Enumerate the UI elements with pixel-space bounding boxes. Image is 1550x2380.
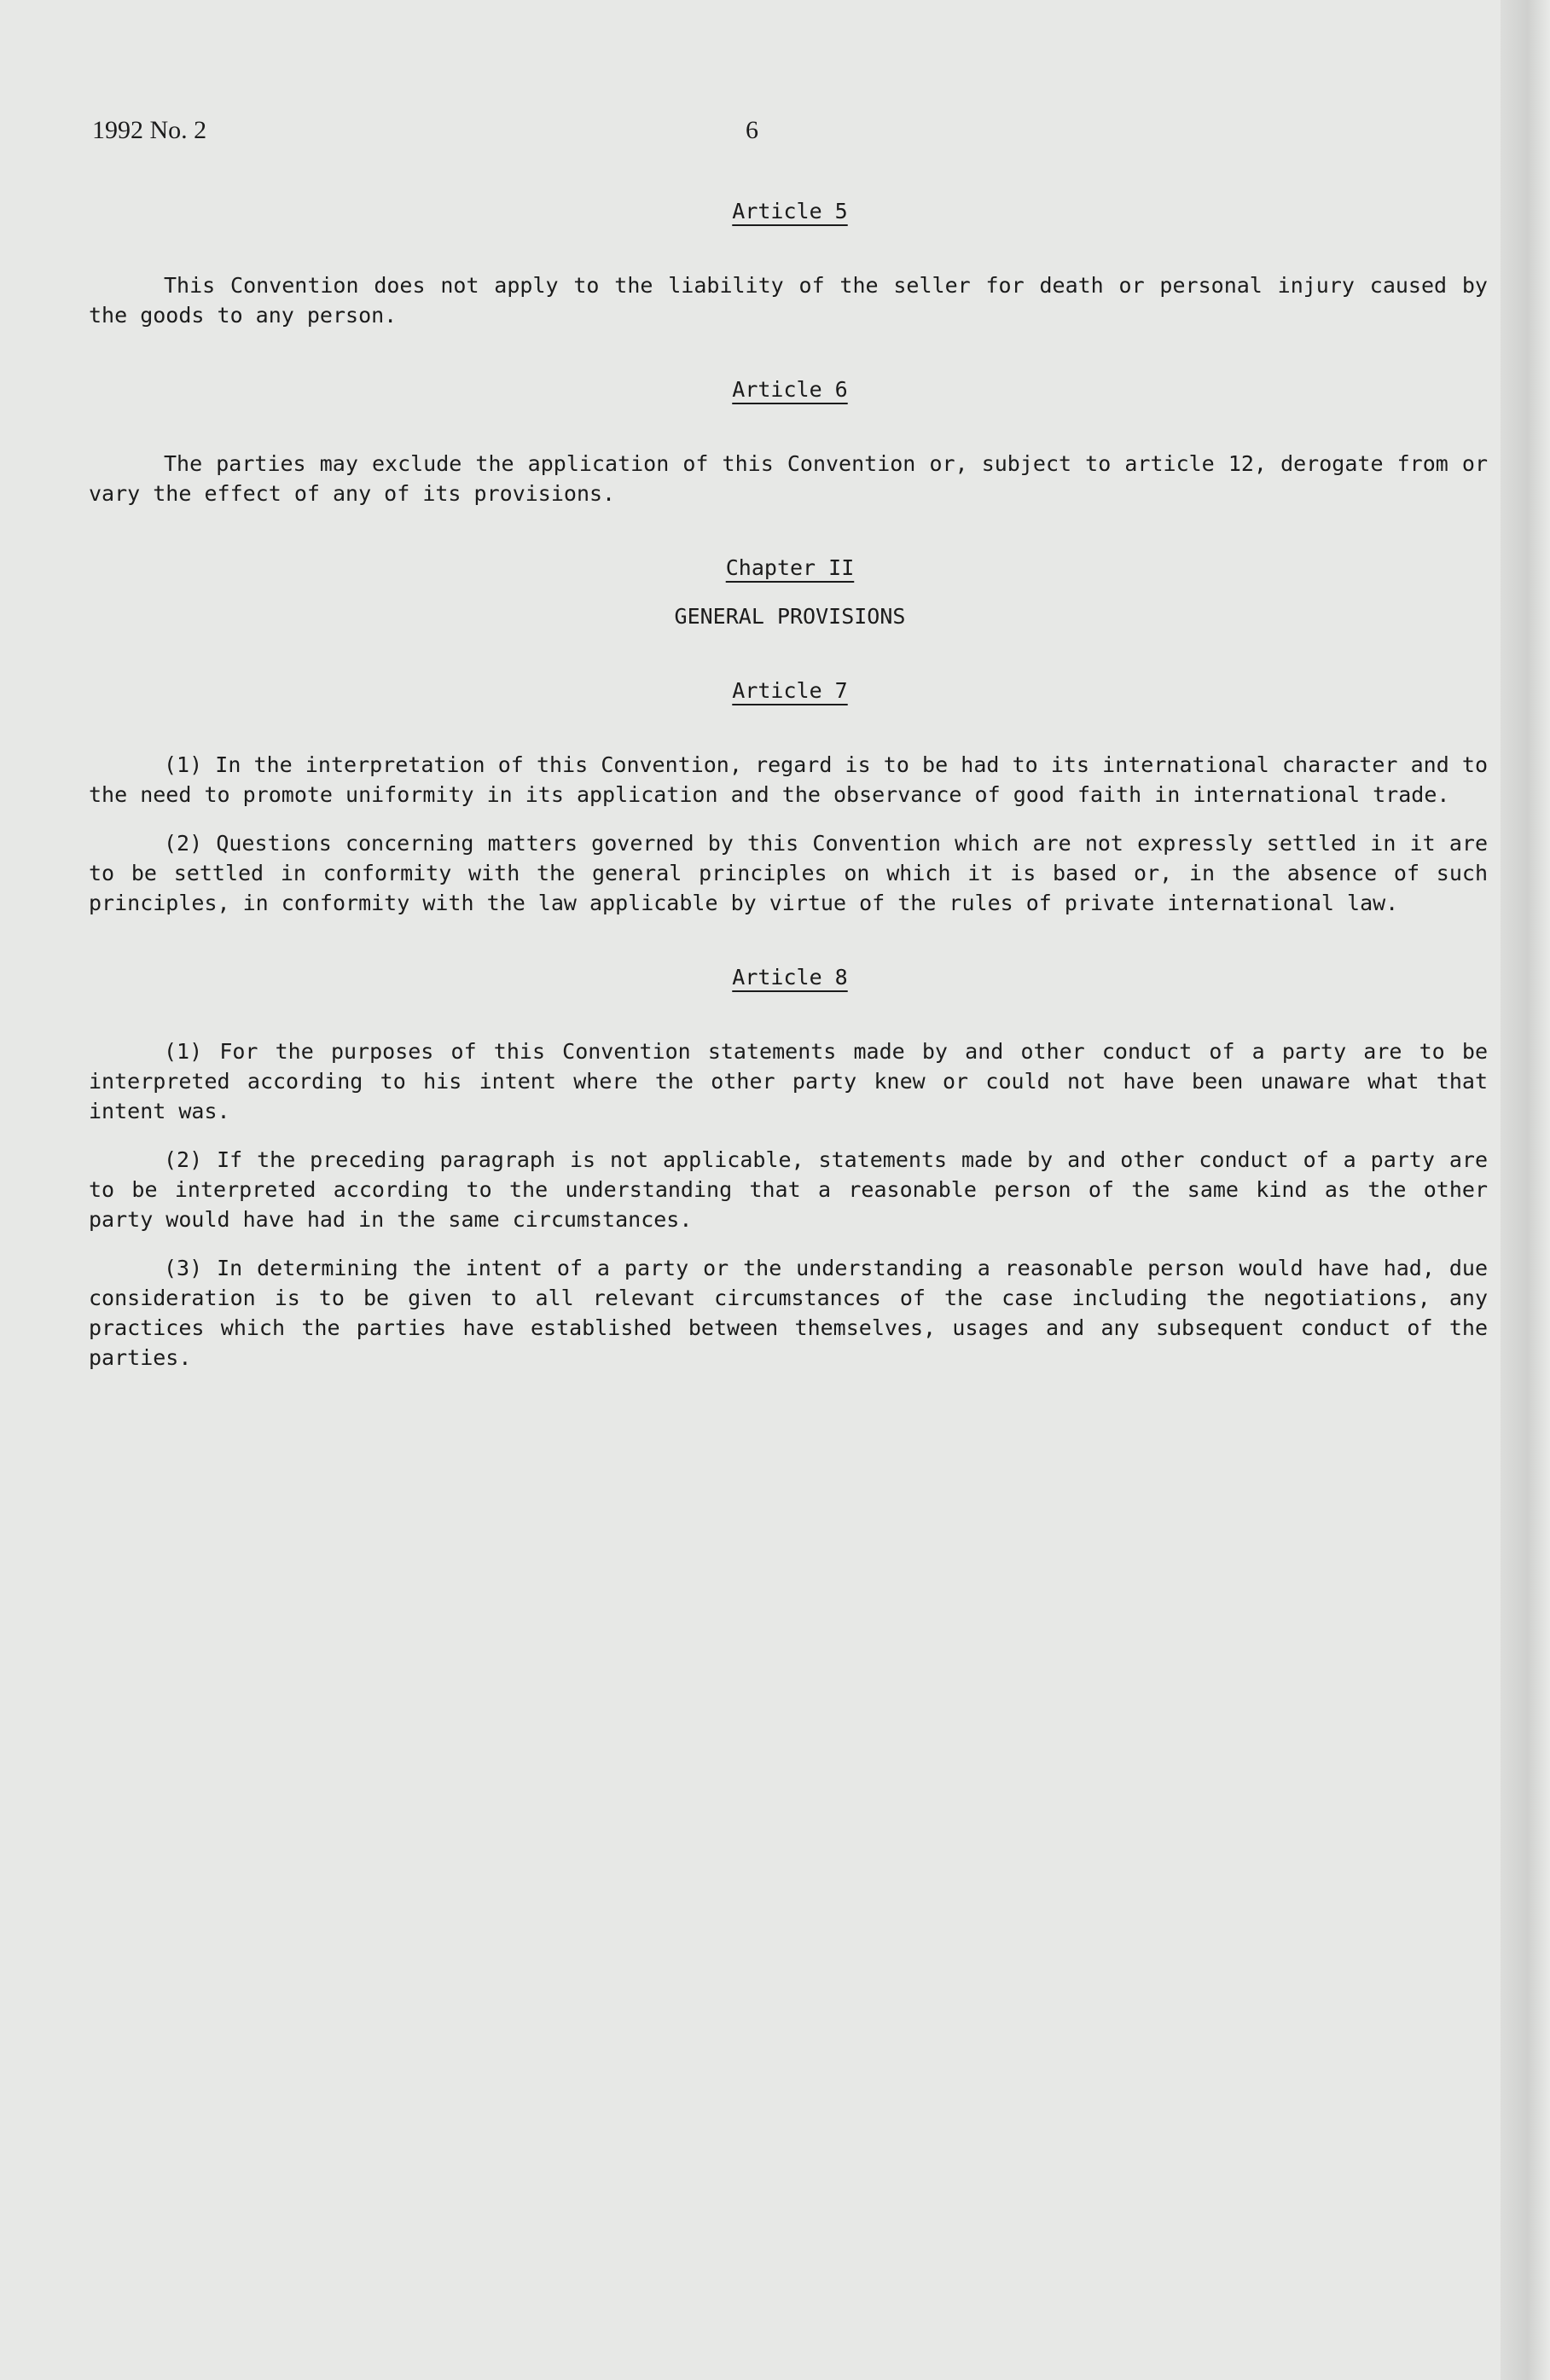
document-reference: 1992 No. 2 — [92, 116, 207, 144]
article-6-heading: Article 6 — [732, 377, 848, 402]
article-7-heading: Article 7 — [732, 678, 848, 703]
article-6-paragraph: The parties may exclude the application of this Convention or, subject to article 12, derogate from or vary the effect of any of its provisions. — [89, 451, 1488, 506]
article-8-paragraph-2: (2) If the preceding paragraph is not applicable, statements made by and other conduct of a party are to be interpreted according to the understanding that a reasonable person of the same kind as the other party would have had in the same circumstances. — [89, 1147, 1488, 1232]
chapter-subheading: GENERAL PROVISIONS — [674, 604, 906, 629]
article-5-paragraph: This Convention does not apply to the liability of the seller for death or personal injury caused by the goods to any person. — [89, 273, 1488, 328]
document-body — [89, 196, 1488, 1373]
article-8-paragraph-1: (1) For the purposes of this Convention statements made by and other conduct of a party are to be interpreted according to his intent where the other party knew or could not have been unaware what that intent was. — [89, 1039, 1488, 1123]
article-7-paragraph-1: (1) In the interpretation of this Convention, regard is to be had to its international character and to the need to promote uniformity in its application and the observance of good faith in international trade. — [89, 752, 1488, 807]
chapter-heading: Chapter II — [725, 555, 855, 580]
article-5-heading: Article 5 — [732, 199, 848, 223]
article-8-paragraph-3: (3) In determining the intent of a party or the understanding a reasonable person would have had, due consideration is to be given to all relevant circumstances of the case including the negotiations, any practices which the parties have established between themselves, usages and any subsequent conduct of the parties. — [89, 1256, 1488, 1370]
article-7-paragraph-2: (2) Questions concerning matters governed by this Convention which are not expressly settled in it are to be settled in conformity with the general principles on which it is based or, in the absence of such principles, in conformity with the law applicable by virtue of the rules of private international law. — [89, 831, 1488, 915]
page-number: 6 — [746, 116, 758, 144]
page-edge — [1501, 0, 1550, 2380]
article-8-heading: Article 8 — [732, 965, 848, 990]
